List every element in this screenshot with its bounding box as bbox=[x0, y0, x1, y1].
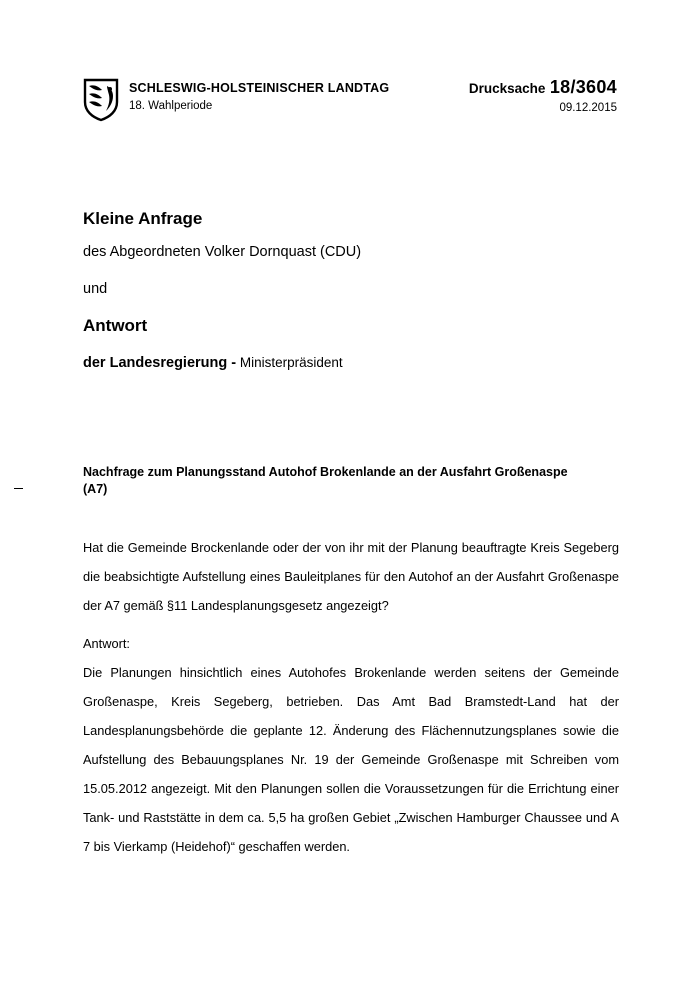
document-date: 09.12.2015 bbox=[559, 102, 617, 114]
responder-institution: der Landesregierung - bbox=[83, 355, 237, 371]
responder-role: Ministerpräsident bbox=[236, 355, 343, 370]
header-titles bbox=[129, 78, 389, 114]
header-left-group bbox=[83, 78, 389, 122]
answer-label: Antwort: bbox=[83, 636, 130, 651]
margin-dash-mark bbox=[14, 488, 23, 489]
title-block bbox=[83, 208, 617, 373]
author-line: des Abgeordneten Volker Dornquast (CDU) bbox=[83, 244, 362, 260]
electoral-period: 18. Wahlperiode bbox=[129, 100, 213, 112]
document-type-title: Kleine Anfrage bbox=[83, 209, 203, 228]
parliament-name: SCHLESWIG-HOLSTEINISCHER LANDTAG bbox=[129, 81, 390, 95]
document-header bbox=[83, 78, 617, 122]
subject-heading: Nachfrage zum Planungsstand Autohof Brokenlande an der Ausfahrt Großenaspe (A7) bbox=[83, 465, 568, 496]
document-number: 18/3604 bbox=[549, 77, 617, 97]
answer-paragraph: Die Planungen hinsichtlich eines Autohofes Brokenlande werden seitens der Gemeinde Großenaspe, Kreis Segeberg, betrieben. Das Amt Bad Bramstedt-Land hat der Landesplanungsbehörde die geplante 12. Änderung des Flächennutzungsplanes sowie die Aufstellung des Bebauungsplanes Nr. 19 der Gemeinde Großenaspe mit Schreiben vom 15.05.2012 angezeigt. Mit den Planungen sollen die Voraussetzungen für die Errichtung einer Tank- und Raststätte in dem ca. 5,5 ha großen Gebiet „Zwischen Hamburger Chaussee und A 7 bis Vierkamp (Heidehof)“ geschaffen werden. bbox=[83, 665, 619, 854]
landtag-coat-of-arms-icon bbox=[83, 78, 119, 122]
header-right-group bbox=[469, 78, 617, 115]
document-reference bbox=[469, 79, 617, 97]
document-label: Drucksache bbox=[468, 81, 546, 96]
question-paragraph: Hat die Gemeinde Brockenlande oder der von ihr mit der Planung beauftragte Kreis Segeberg die beabsichtigte Aufstellung eines Bauleitplanes für den Autohof an der Ausfahrt Großenaspe der A7 gemäß §11 Landesplanungsgesetz angezeigt? bbox=[83, 540, 619, 613]
responder-line bbox=[83, 353, 617, 373]
conjunction-label: und bbox=[83, 281, 108, 297]
answer-title: Antwort bbox=[83, 316, 148, 335]
